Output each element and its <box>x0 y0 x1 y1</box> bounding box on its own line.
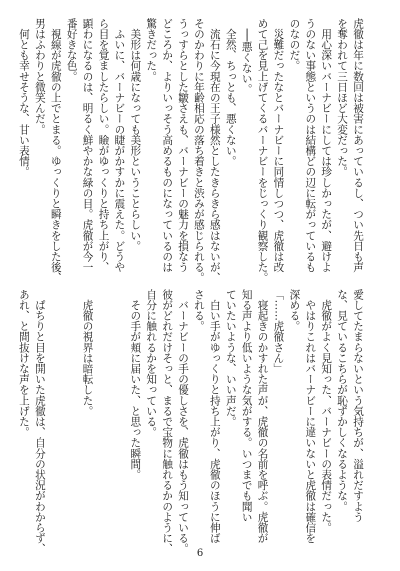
text-line: そのかわりに年齢相応の落ち着きと渋みが感じられる。 <box>192 18 205 283</box>
text-line: ふいに、バーナビーの睫がかすかに震えた。どうや <box>113 18 126 273</box>
text-line: 何とも幸せそうな、甘い表情。 <box>17 18 30 177</box>
text-line: 驚きだった。 <box>145 18 158 82</box>
text-line <box>63 289 79 533</box>
text-line: される。 <box>192 289 205 332</box>
text-line: を奪われて三日ほど大変だった。 <box>336 18 349 177</box>
text-line: 虎徹の視界は暗転した。 <box>81 289 94 417</box>
text-line: 白い手がゆっくりと持ち上がり、虎徹のほうに伸ば <box>208 289 221 544</box>
text-line: 虎徹は年に数回は被害にあっているし、つい先日も声 <box>352 18 364 273</box>
text-line: ぱちりと目を開いた虎徹は、自分の状況がわからず、 <box>33 289 46 554</box>
text-line: 番好きな色。 <box>65 18 78 82</box>
text-line: のなのだ。 <box>288 18 301 71</box>
text-line <box>95 289 111 533</box>
text-line: 愛してたまらないという気持ちが、溢れだすよう <box>352 289 364 523</box>
text-line: 男はふわりと微笑んだ。 <box>33 18 46 135</box>
text-line: バーナビーの手の優しさを、虎徹はもう知っている。 <box>177 289 190 554</box>
text-line: その手が頬に届いた、と思った瞬間。 <box>129 289 142 480</box>
text-line: 虎徹がよく見知った、バーナビーの表情だった。 <box>320 289 333 533</box>
text-line: ら目を覚ましたらしい。瞼がゆっくりと持ち上がり、 <box>97 18 110 273</box>
text-line: ていたいような、いい声だ。 <box>224 289 237 427</box>
text-line: 美形は何歳になっても美形ということらしい。 <box>129 18 142 252</box>
text-line: めて己を見上げてくるバーナビーをじっくり観察した。 <box>256 18 269 283</box>
text-line: うっすらとした皺さえも、バーナビーの魅力を損なう <box>177 18 190 273</box>
upper-text-block <box>17 18 365 283</box>
lower-text-block <box>17 289 365 554</box>
text-line: 自分に触れるかを知っている。 <box>145 289 158 438</box>
text-line: 深める。 <box>288 289 301 332</box>
text-line: 用心深いバーナビーにしては珍しかったが、避けよ <box>320 18 333 273</box>
text-line: 彼がどれだけそっと、まるで宝物に触れるかのように、 <box>161 289 174 554</box>
text-line: ──悪くない。 <box>240 18 253 95</box>
text-line: やはりこれはバーナビーに違いないと虎徹は確信を <box>304 289 317 544</box>
text-line: 知る声より低いような気がする。いつまでも聞い <box>240 289 253 523</box>
page-number: 6 <box>196 548 204 559</box>
text-line: 視線が虎徹の上でとまる。ゆっくりと瞬きをした後、 <box>49 18 62 283</box>
text-line: 「……虎徹さん」 <box>272 289 285 374</box>
text-line: な、見ているこちらが恥ずかしくなるような。 <box>336 289 349 512</box>
text-line: 全然、ちっとも、悪くない。 <box>224 18 237 167</box>
text-line: 流石に今現在の王子様然としたきらきら感はないが、 <box>208 18 221 283</box>
text-line: どころか、よりいっそう高めるものになっているのは <box>161 18 174 273</box>
text-line: あれ、と間抜けな声を上げた。 <box>17 289 30 438</box>
text-line: 災難だったなとバーナビーに同情しつつ、虎徹は改 <box>272 18 285 273</box>
text-line: 寝起きのかすれた声が、虎徹の名前を呼ぶ。虎徹が <box>256 289 269 544</box>
text-line: 顕わになるのは、明るく鮮やかな緑の目。虎徹が今一 <box>81 18 94 273</box>
text-line <box>111 289 127 533</box>
text-line <box>47 289 63 533</box>
text-line: うのない事態というのは結構どの辺に転がっているも <box>304 18 317 273</box>
